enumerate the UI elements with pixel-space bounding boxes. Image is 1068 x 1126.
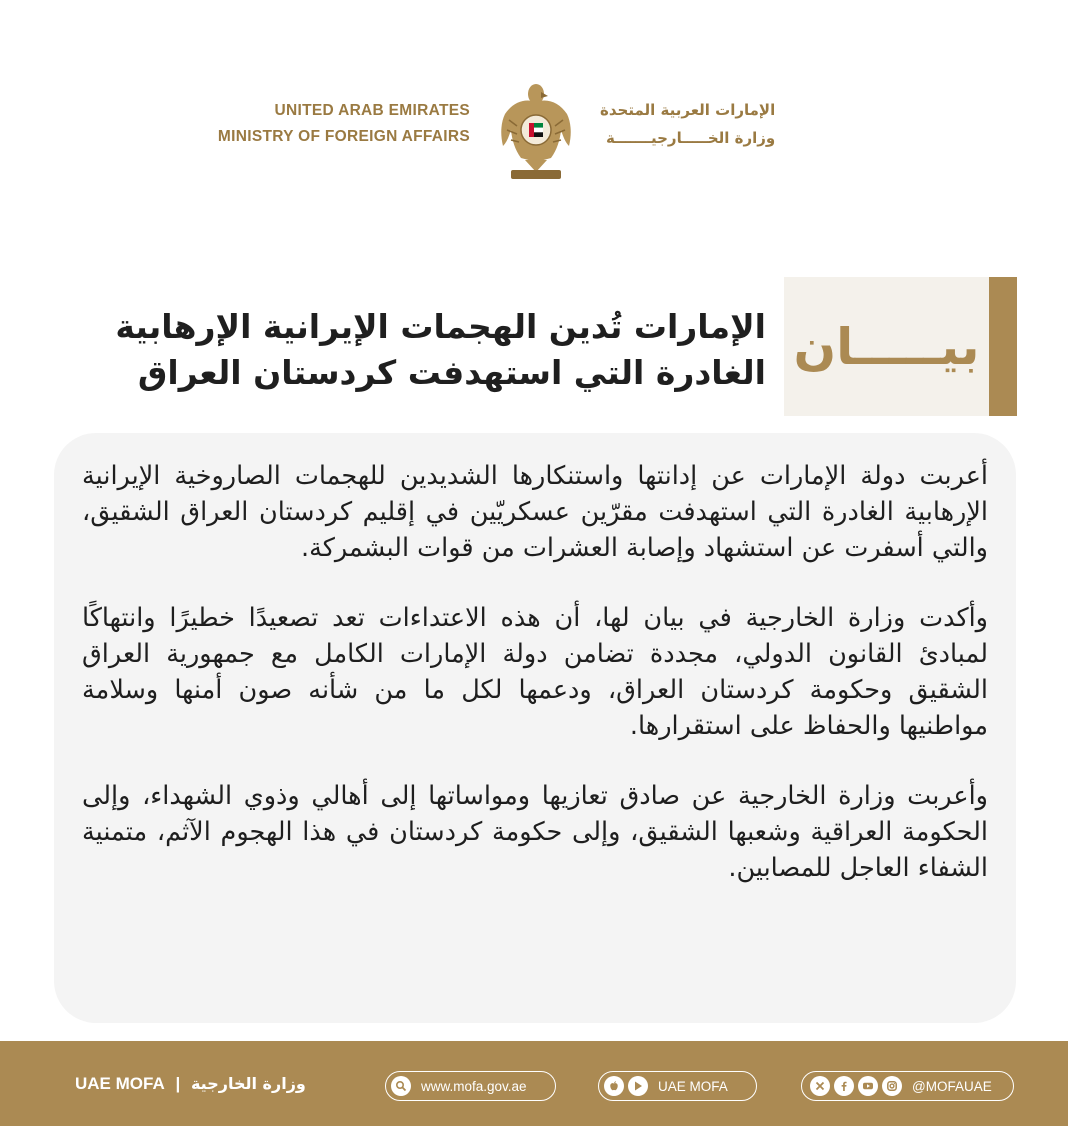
app-store-links[interactable] [598,1071,757,1101]
footer-brand-en: UAE MOFA [75,1073,165,1093]
statement-label-accent-bar [989,277,1017,416]
statement-label: بيـــــان [793,317,980,376]
statement-title [80,304,766,396]
footer-brand-ar: وزارة الخارجية [190,1074,306,1094]
google-play-icon[interactable] [628,1076,648,1096]
title-line-1: الإمارات تُدين الهجمات الإيرانية الإرهابية [115,307,766,346]
social-links[interactable] [801,1071,1014,1101]
x-icon[interactable] [810,1076,830,1096]
facebook-icon[interactable] [834,1076,854,1096]
footer-brand [75,1073,306,1094]
search-icon [391,1076,411,1096]
body-paragraph-1: أعربت دولة الإمارات عن إدانتها واستنكارها الشديدين للهجمات الصاروخية الإيرانية الإرهابية الغادرة التي استهدفت مقرّين عسكريّين في إقليم كردستان العراق الشقيق، والتي أسفرت عن استشهاد وإصابة العشرات من قوات البشمركة. [82,461,988,563]
body-paragraph-3: وأعربت وزارة الخارجية عن صادق تعازيها ومواساتها إلى أهالي وذوي الشهداء، وإلى الحكومة العراقية وشعبها الشقيق، وإلى حكومة كردستان في هذا الهجوم الآثم، متمنية الشفاء العاجل للمصابين. [82,781,988,883]
title-line-2: الغادرة التي استهدفت كردستان العراق [137,353,766,392]
country-name-en: UNITED ARAB EMIRATES [274,102,470,119]
website-url: www.mofa.gov.ae [421,1078,527,1094]
country-name-ar: الإمارات العربية المتحدة [600,101,776,119]
ministry-name-en [218,98,470,150]
instagram-icon[interactable] [882,1076,902,1096]
ministry-name-ar [600,96,775,152]
uae-emblem-logo [495,80,577,182]
app-name: UAE MOFA [658,1078,728,1094]
footer-brand-separator: | [175,1073,181,1093]
body-paragraph-2: وأكدت وزارة الخارجية في بيان لها، أن هذه الاعتداءات تعد تصعيدًا خطيرًا وانتهاكًا لمبادئ القانون الدولي، مجددة تضامن دولة الإمارات الكامل مع جمهورية العراق الشقيق وحكومة كردستان العراق، ودعمها لكل ما من شأنه صون أمنها وسلامة مواطنيها والحفاظ على استقرارها. [82,603,988,741]
ministry-title-en: MINISTRY OF FOREIGN AFFAIRS [217,128,470,145]
ministry-title-ar: وزارة الخـــــارجيـــــــة [606,129,776,147]
footer-bar [0,1041,1068,1126]
statement-body [82,458,988,886]
youtube-icon[interactable] [858,1076,878,1096]
website-link[interactable] [385,1071,556,1101]
apple-icon[interactable] [604,1076,624,1096]
social-handle: @MOFAUAE [912,1078,992,1094]
